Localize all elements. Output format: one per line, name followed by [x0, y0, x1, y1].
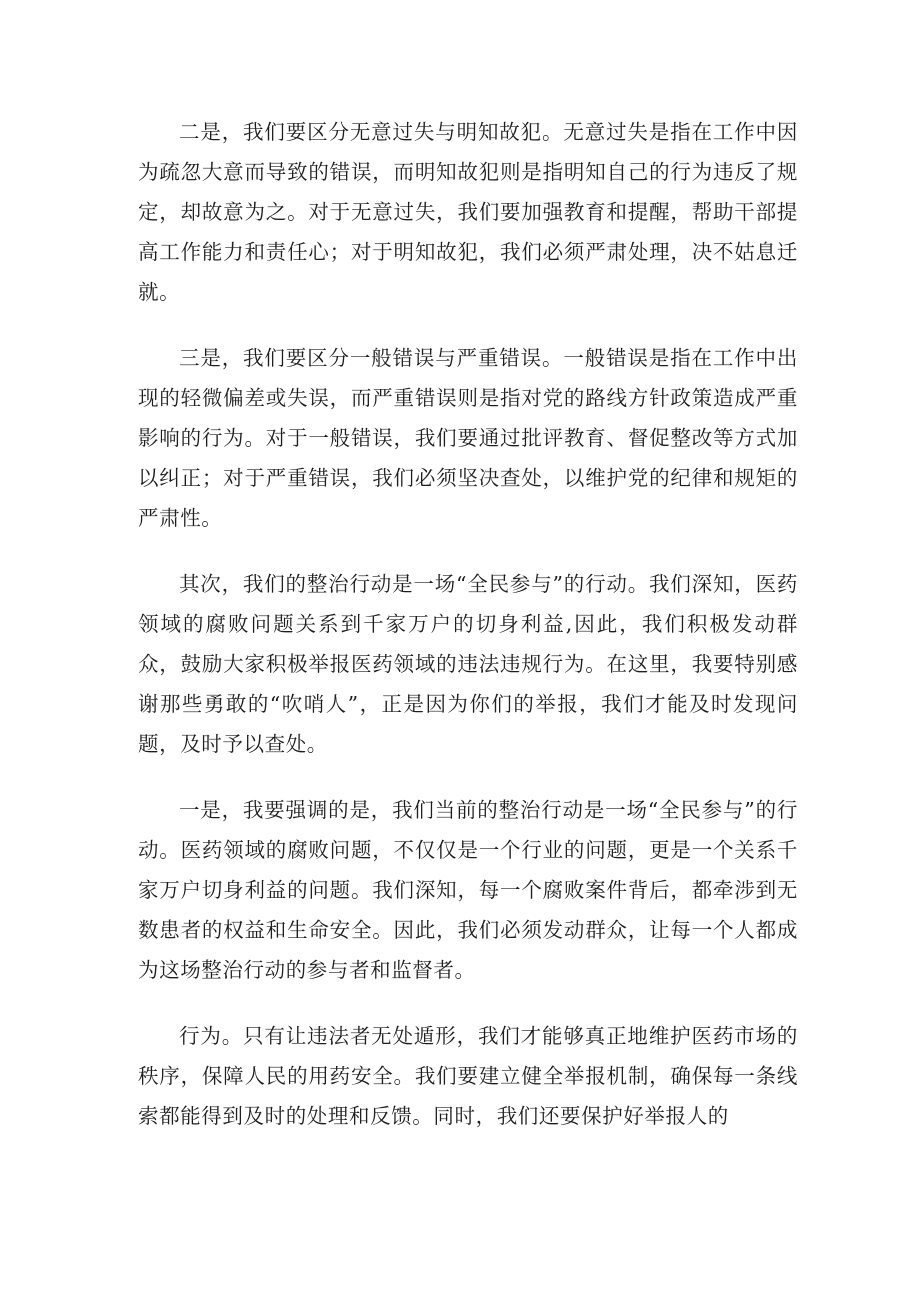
paragraph-distinguish-error-severity: 三是，我们要区分一般错误与严重错误。一般错误是指在工作中出现的轻微偏差或失误，而严重错误则是指对党的路线方针政策造成严重影响的行为。对于一般错误，我们要通过批评教育、督促整改等方式加以纠正；对于严重错误，我们必须坚决查处，以维护党的纪律和规矩的严肃性。 [138, 346, 798, 530]
paragraph-public-participation: 其次，我们的整治行动是一场“全民参与”的行动。我们深知，医药领域的腐败问题关系到千家万户的切身利益,因此，我们积极发动群众，鼓励大家积极举报医药领域的违法违规行为。在这里，我要特别感谢那些勇敢的“吹哨人”，正是因为你们的举报，我们才能及时发现问题，及时予以查处。 [138, 572, 798, 756]
document-body [138, 112, 798, 1162]
paragraph-reporting-mechanism: 行为。只有让违法者无处遁形，我们才能够真正地维护医药市场的秩序，保障人民的用药安全。我们要建立健全举报机制，确保每一条线索都能得到及时的处理和反馈。同时，我们还要保护好举报人的 [138, 1024, 798, 1128]
paragraph-distinguish-negligence: 二是，我们要区分无意过失与明知故犯。无意过失是指在工作中因为疏忽大意而导致的错误，而明知故犯则是指明知自己的行为违反了规定，却故意为之。对于无意过失，我们要加强教育和提醒，帮助干部提高工作能力和责任心；对于明知故犯，我们必须严肃处理，决不姑息迁就。 [138, 120, 798, 304]
paragraph-mobilize-masses: 一是，我要强调的是，我们当前的整治行动是一场“全民参与”的行动。医药领域的腐败问题，不仅仅是一个行业的问题，更是一个关系千家万户切身利益的问题。我们深知，每一个腐败案件背后，都牵涉到无数患者的权益和生命安全。因此，我们必须发动群众，让每一个人都成为这场整治行动的参与者和监督者。 [138, 798, 798, 982]
